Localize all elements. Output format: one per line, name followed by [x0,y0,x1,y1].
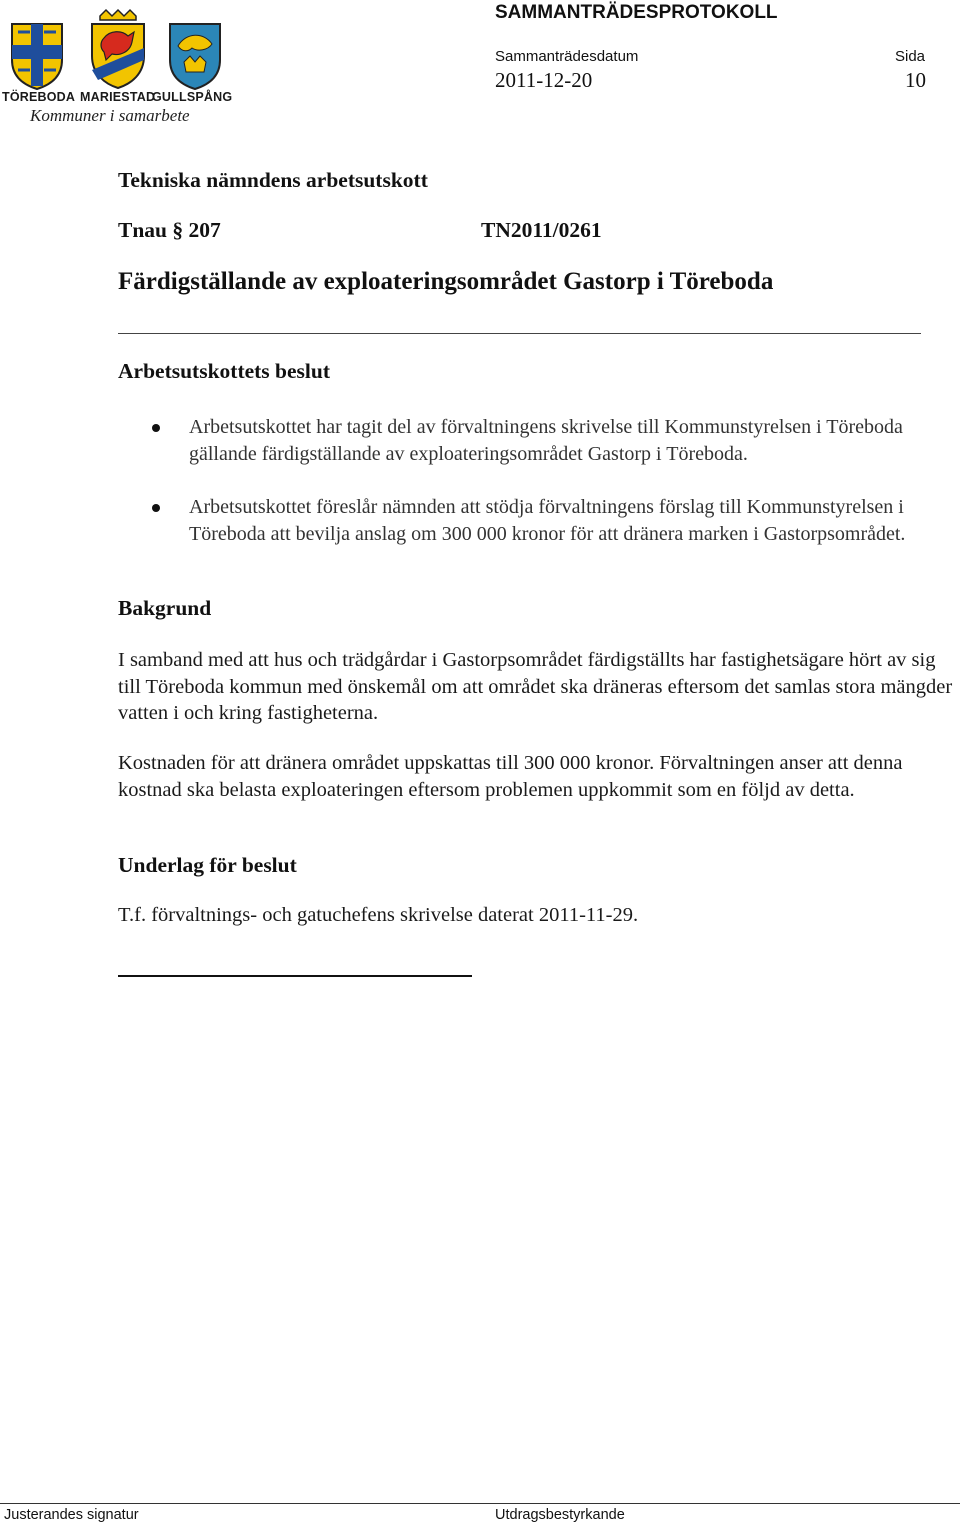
decision-text: Arbetsutskottet föreslår nämnden att stödja förvaltningens förslag till Kommunstyrelsen i Töreboda att bevilja anslag om 300 000 kronor för att dränera marken i Gastorpsområdet. [189,496,906,545]
end-divider [118,975,472,977]
list-item [152,494,952,547]
bullet-icon [152,504,160,512]
decision-list [152,414,952,574]
meeting-date-label: Sammanträdesdatum [495,48,639,65]
logo-name-gullspang: GULLSPÅNG [152,90,233,104]
paragraph-reference: Tnau § 207 [118,218,221,242]
committee-name: Tekniska nämndens arbetsutskott [118,168,428,192]
logo-name-toreboda: TÖREBODA [2,90,76,104]
page-label: Sida [895,48,926,65]
background-paragraph: I samband med att hus och trädgårdar i Gastorpsområdet färdigställts har fastighetsägare hört av sig till Töreboda kommun med önskemål om att området ska dräneras eftersom det samlas stora mängder vatten i och kring fastigheterna. [118,649,953,725]
bullet-icon [152,424,160,432]
decision-heading: Arbetsutskottets beslut [118,359,331,383]
toreboda-coat-of-arms-icon [10,22,64,90]
list-item [152,414,952,467]
mariestad-coat-of-arms-icon [86,8,150,90]
title-divider [118,333,921,334]
basis-heading: Underlag för beslut [118,853,297,877]
meeting-date-value: 2011-12-20 [495,68,593,92]
background-paragraph: Kostnaden för att dränera området uppskattas till 300 000 kronor. Förvaltningen anser att denna kostnad ska belasta exploateringen eftersom problemen uppkommit som en följd av detta. [118,752,903,801]
protocol-title: SAMMANTRÄDESPROTOKOLL [495,2,778,23]
decision-text: Arbetsutskottet har tagit del av förvaltningens skrivelse till Kommunstyrelsen i Töreboda gällande färdigställande av exploateringsområdet Gastorp i Töreboda. [189,416,903,465]
logo-tagline: Kommuner i samarbete [30,106,190,125]
footer-divider [0,1503,960,1504]
gullspang-coat-of-arms-icon [168,22,222,90]
basis-text: T.f. förvaltnings- och gatuchefens skrivelse daterat 2011-11-29. [118,904,639,926]
case-number: TN2011/0261 [481,218,602,242]
page-number: 10 [905,68,926,92]
logo-name-mariestad: MARIESTAD [80,90,156,104]
certification-label: Utdragsbestyrkande [495,1507,625,1523]
document-title: Färdigställande av exploateringsområdet Gastorp i Töreboda [118,268,774,295]
signature-label: Justerandes signatur [4,1507,139,1523]
municipality-logo [2,8,234,128]
background-heading: Bakgrund [118,596,212,620]
